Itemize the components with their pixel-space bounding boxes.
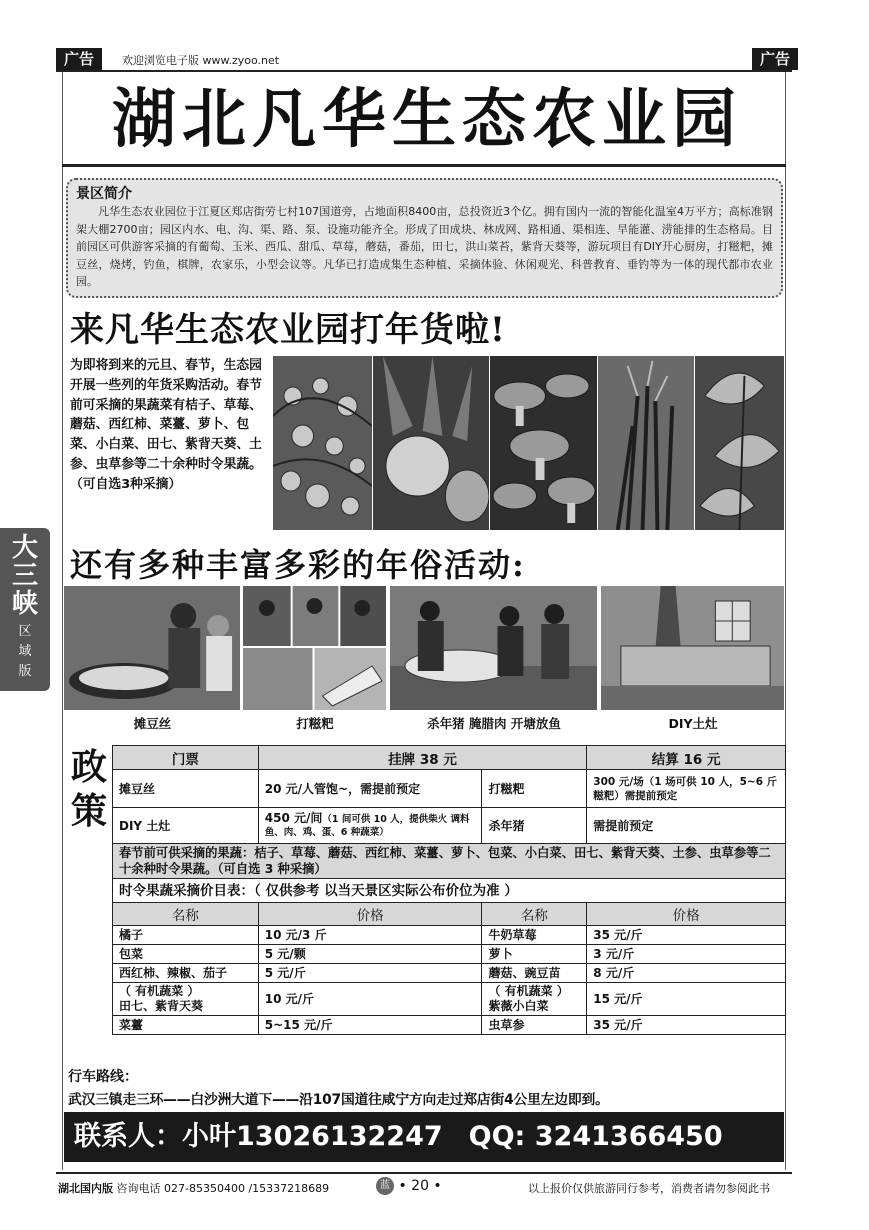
footer-disclaimer: 以上报价仅供旅游同行参考，消费者请勿参阅此书	[528, 1182, 770, 1195]
footer-left	[58, 1180, 329, 1196]
policy-table	[112, 745, 786, 1035]
price-row	[113, 1016, 786, 1035]
settle-price: 结算 16 元	[587, 746, 786, 770]
intro-box	[66, 178, 783, 298]
price-item-name: 西红柿、辣椒、茄子	[113, 964, 259, 983]
footer-page	[376, 1177, 442, 1195]
intro-heading: 景区简介	[76, 186, 132, 202]
price-title: 时令果蔬采摘价目表：（ 仅供参考 以当天景区实际公布价位为准 ）	[113, 879, 786, 903]
nianhuo-heading: 来凡华生态农业园打年货啦!	[70, 310, 506, 350]
ticket-row	[113, 746, 786, 770]
region-side-tab	[0, 528, 50, 691]
price-item-value: 5 元/斤	[258, 964, 482, 983]
nianhuo-text	[70, 356, 270, 495]
contact-person: 联系人：小叶13026132247	[74, 1121, 443, 1152]
side-tab-sub-0: 区	[18, 624, 32, 639]
photo-diy-stove	[601, 586, 785, 710]
price-item-name: 菜薹	[113, 1016, 259, 1035]
pick-line-row	[113, 844, 786, 879]
photo-doupi-cooking	[64, 586, 241, 710]
price-item-value: 5 元/颗	[258, 945, 482, 964]
activity-label-pig: 杀年猪 腌腊肉 开塘放鱼	[427, 716, 561, 731]
route-text: 武汉三镇走三环——白沙洲大道下——沿107国道往咸宁方向走过郑店街4公里左边即到。	[68, 1092, 609, 1108]
site-url-line: 欢迎浏览电子版 www.zyoo.net	[122, 54, 280, 67]
price-header: 名称	[482, 903, 587, 926]
photo-ciba-collage	[243, 586, 387, 710]
price-item-name: 萝卜	[482, 945, 587, 964]
price-table-body	[113, 926, 786, 1035]
item-name: 杀年猪	[482, 808, 587, 844]
ad-tag-right: 广告	[752, 48, 798, 70]
policy-mark-1: 策	[70, 790, 107, 832]
price-row	[113, 945, 786, 964]
side-tab-title: 大三峡	[11, 533, 38, 619]
activities-heading: 还有多种丰富多彩的年俗活动:	[70, 546, 526, 584]
photo-leeks	[598, 356, 695, 530]
diy-price: 450 元/间	[264, 811, 323, 825]
photo-radish	[373, 356, 490, 530]
price-item-value: 35 元/斤	[587, 1016, 786, 1035]
main-title: 湖北凡华生态农业园	[112, 82, 742, 157]
price-row	[113, 983, 786, 1016]
photo-pig-slaughter	[390, 586, 598, 710]
nianhuo-body: 为即将到来的元旦、春节，生态园开展一些列的年货采购活动。春节前可采摘的果蔬菜有桔子、草莓、蘑菇、西红柿、菜薹、萝卜、包菜、小白菜、田七、紫背天葵、土参、虫草参等二十余种时令果蔬。	[70, 358, 262, 472]
diy-note: （1 间可供 10 人，提供柴火 调料 鱼、肉、鸡、蛋、6 种蔬菜）	[264, 814, 470, 838]
price-item-value: 15 元/斤	[587, 983, 786, 1016]
activity-label-stove: DIY土灶	[668, 716, 718, 731]
price-header-row	[113, 903, 786, 926]
price-item-value: 10 元/斤	[258, 983, 482, 1016]
price-item-value: 35 元/斤	[587, 926, 786, 945]
activity-label-doupi: 摊豆丝	[133, 716, 172, 731]
item-desc: 20 元/人管饱~，需提前预定	[258, 770, 482, 808]
bottom-rule	[56, 1172, 792, 1174]
ad-tag-left: 广告	[56, 48, 102, 70]
item-desc: 300 元/场（1 场可供 10 人，5~6 斤糍粑）需提前预定	[587, 770, 786, 808]
price-item-name: （ 有机蔬菜 ） 田七、紫背天葵	[113, 983, 259, 1016]
item-desc	[258, 808, 482, 844]
contact-bar	[64, 1112, 784, 1162]
intro-text: 凡华生态农业园位于江夏区郑店街劳七村107国道旁，占地面积8400亩，总投资近3个亿。拥有国内一流的智能化温室4万平方；高标准钢架大棚2700亩；园区内水、电、沟、渠、路、泵、设施功能齐全。形成了田成块、林成网、路相通、渠相连、旱能灌、涝能排的生态格局。目前园区可供游客采摘的有葡萄、玉米、西瓜、甜瓜、草莓，蘑菇，番茄，田七，洪山菜苔，紫背天葵等，游玩项目有DIY开心厨房，打糍粑，摊豆丝，烧烤，钓鱼，棋牌，农家乐，小型会议等。凡华已打造成集生态种植、采摘体验、休闲观光、科普教育、垂钓等为一体的现代都市农业园。	[76, 205, 773, 288]
side-tab-sub-2: 版	[18, 664, 32, 679]
item-name: 摊豆丝	[113, 770, 259, 808]
ticket-label: 门票	[113, 746, 259, 770]
price-row	[113, 964, 786, 983]
side-tab-sub-1: 域	[18, 644, 32, 659]
footer-edition: 湖北国内版	[58, 1182, 113, 1195]
price-header: 价格	[587, 903, 786, 926]
page-number: • 20 •	[398, 1178, 442, 1194]
title-rule	[62, 164, 786, 167]
price-item-value: 10 元/3 斤	[258, 926, 482, 945]
pick-line: 春节前可供采摘的果蔬：桔子、草莓、蘑菇、西红柿、菜薹、萝卜、包菜、小白菜、田七、紫背天葵、土参、虫草参等二十余种时令果蔬。（可自选 3 种采摘）	[113, 844, 786, 879]
price-header: 价格	[258, 903, 482, 926]
price-item-name: 牛奶草莓	[482, 926, 587, 945]
footer-badge: 蓝	[376, 1177, 394, 1195]
price-item-name: 虫草参	[482, 1016, 587, 1035]
price-header: 名称	[113, 903, 259, 926]
item-name: DIY 土灶	[113, 808, 259, 844]
price-item-value: 5~15 元/斤	[258, 1016, 482, 1035]
item-name: 打糍粑	[482, 770, 587, 808]
photo-tomatoes	[273, 356, 373, 530]
nianhuo-note: （可自选3种采摘）	[70, 476, 182, 492]
policy-mark-0: 政	[70, 746, 107, 788]
photo-mushrooms	[490, 356, 598, 530]
price-title-row	[113, 879, 786, 903]
activity-label-ciba: 打糍粑	[296, 716, 334, 731]
price-item-name: 包菜	[113, 945, 259, 964]
policy-row-0	[113, 770, 786, 808]
footer-phone: 咨询电话 027-85350400 /15337218689	[116, 1182, 330, 1195]
photo-leafy-greens	[695, 356, 785, 530]
policy-row-1	[113, 808, 786, 844]
route-heading: 行车路线：	[68, 1069, 138, 1085]
price-item-value: 3 元/斤	[587, 945, 786, 964]
price-row	[113, 926, 786, 945]
item-desc: 需提前预定	[587, 808, 786, 844]
price-item-name: （ 有机蔬菜 ） 紫薇小白菜	[482, 983, 587, 1016]
price-item-name: 橘子	[113, 926, 259, 945]
policy-mark	[68, 745, 110, 833]
listed-price: 挂牌 38 元	[258, 746, 587, 770]
price-item-name: 蘑菇、豌豆苗	[482, 964, 587, 983]
contact-qq: QQ: 3241366450	[468, 1121, 723, 1152]
price-item-value: 8 元/斤	[587, 964, 786, 983]
